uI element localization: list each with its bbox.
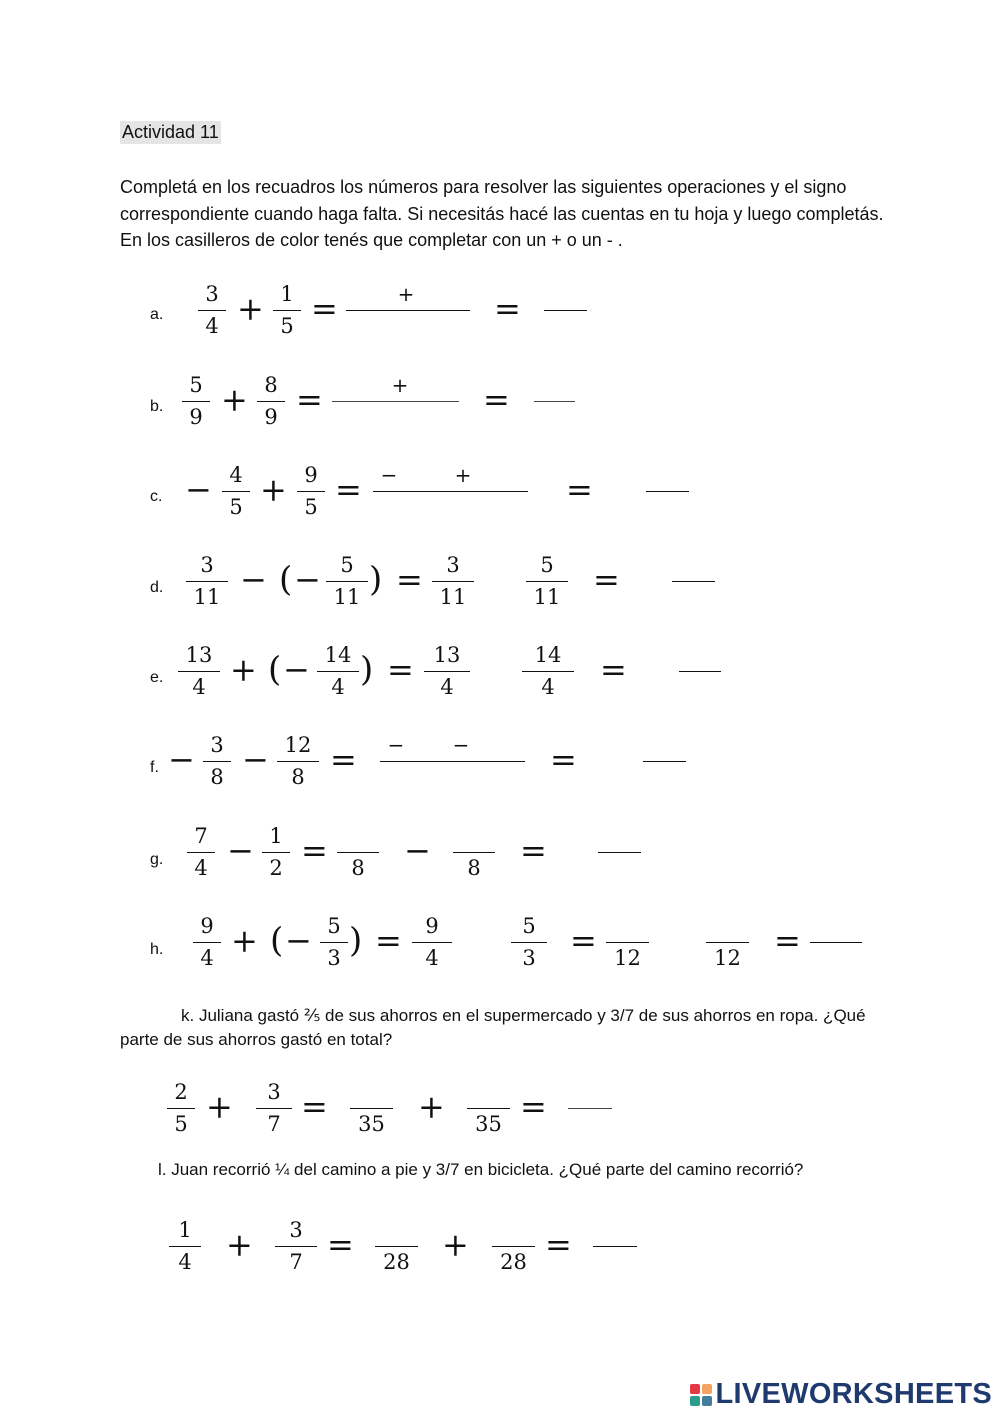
- plus-sign: +: [231, 921, 258, 960]
- answer-line[interactable]: [373, 491, 528, 492]
- answer-line[interactable]: [598, 852, 641, 853]
- answer-line[interactable]: [593, 1246, 637, 1247]
- minus-sign: −: [294, 560, 321, 599]
- plus-sign: +: [391, 373, 409, 397]
- plus-sign: +: [221, 380, 248, 419]
- close-paren: ): [349, 920, 363, 961]
- equals-sign: =: [520, 831, 547, 870]
- label-d: d.: [150, 579, 164, 596]
- minus-sign: −: [387, 733, 405, 757]
- equals-sign: =: [593, 560, 620, 599]
- plus-sign: +: [237, 289, 264, 328]
- activity-title: Actividad 11: [122, 122, 219, 142]
- equals-sign: =: [330, 740, 357, 779]
- close-paren: ): [360, 649, 374, 690]
- label-c: c.: [150, 488, 163, 505]
- equals-sign: =: [311, 289, 338, 328]
- minus-sign: −: [240, 560, 267, 599]
- logo-text: LIVEWORKSHEETS: [715, 1378, 992, 1410]
- plus-sign: +: [418, 1087, 445, 1126]
- label-h: h.: [150, 941, 164, 958]
- equals-sign: =: [494, 289, 521, 328]
- minus-sign: −: [227, 831, 254, 870]
- close-paren: ): [369, 559, 383, 600]
- answer-line[interactable]: [643, 761, 686, 762]
- minus-sign: −: [283, 650, 310, 689]
- equals-sign: =: [375, 921, 402, 960]
- equals-sign: =: [296, 380, 323, 419]
- open-paren: (: [270, 920, 284, 961]
- minus-sign: −: [185, 470, 212, 509]
- answer-line[interactable]: [380, 761, 525, 762]
- equals-sign: =: [520, 1087, 547, 1126]
- logo-icon: [690, 1384, 712, 1406]
- minus-sign: −: [380, 463, 398, 487]
- equals-sign: =: [387, 650, 414, 689]
- plus-sign: +: [442, 1225, 469, 1264]
- liveworksheets-logo: [690, 1378, 993, 1411]
- plus-sign: +: [226, 1225, 253, 1264]
- instructions: Completá en los recuadros los números para resolver las siguientes operaciones y el signo correspondiente cuando haga falta. Si necesitás hacé las cuentas en tu hoja y luego completás. En los casilleros de color tenés que completar con un + o un - .: [120, 177, 884, 250]
- answer-line[interactable]: [346, 310, 470, 311]
- minus-sign: −: [452, 733, 470, 757]
- plus-sign: +: [397, 282, 415, 306]
- answer-line[interactable]: [534, 401, 575, 402]
- answer-line[interactable]: [672, 581, 715, 582]
- answer-line[interactable]: [679, 671, 721, 672]
- answer-line[interactable]: [646, 491, 689, 492]
- equals-sign: =: [396, 560, 423, 599]
- equals-sign: =: [550, 740, 577, 779]
- answer-line[interactable]: [332, 401, 459, 402]
- plus-sign: +: [260, 470, 287, 509]
- open-paren: (: [268, 649, 282, 690]
- equals-sign: =: [566, 470, 593, 509]
- label-f: f.: [150, 759, 159, 776]
- equals-sign: =: [774, 921, 801, 960]
- plus-sign: +: [454, 463, 472, 487]
- label-b: b.: [150, 398, 164, 415]
- equals-sign: =: [600, 650, 627, 689]
- label-g: g.: [150, 851, 164, 868]
- problem-l-text: l. Juan recorrió ¼ del camino a pie y 3/7 en bicicleta. ¿Qué parte del camino recorrió?: [158, 1160, 804, 1179]
- equals-sign: =: [327, 1225, 354, 1264]
- equals-sign: =: [301, 1087, 328, 1126]
- equals-sign: =: [483, 380, 510, 419]
- problem-k-text: k. Juliana gastó ⅖ de sus ahorros en el supermercado y 3/7 de sus ahorros en ropa. ¿Qué parte de sus ahorros gastó en total?: [120, 1006, 866, 1049]
- equals-sign: =: [545, 1225, 572, 1264]
- answer-line[interactable]: [568, 1108, 612, 1109]
- plus-sign: +: [230, 650, 257, 689]
- plus-sign: +: [206, 1087, 233, 1126]
- equals-sign: =: [570, 921, 597, 960]
- minus-sign: −: [285, 921, 312, 960]
- label-a: a.: [150, 306, 164, 323]
- equals-sign: =: [335, 470, 362, 509]
- minus-sign: −: [168, 740, 195, 779]
- answer-line[interactable]: [810, 942, 862, 943]
- minus-sign: −: [404, 831, 431, 870]
- equals-sign: =: [301, 831, 328, 870]
- answer-line[interactable]: [544, 310, 587, 311]
- minus-sign: −: [242, 740, 269, 779]
- open-paren: (: [279, 559, 293, 600]
- label-e: e.: [150, 669, 164, 686]
